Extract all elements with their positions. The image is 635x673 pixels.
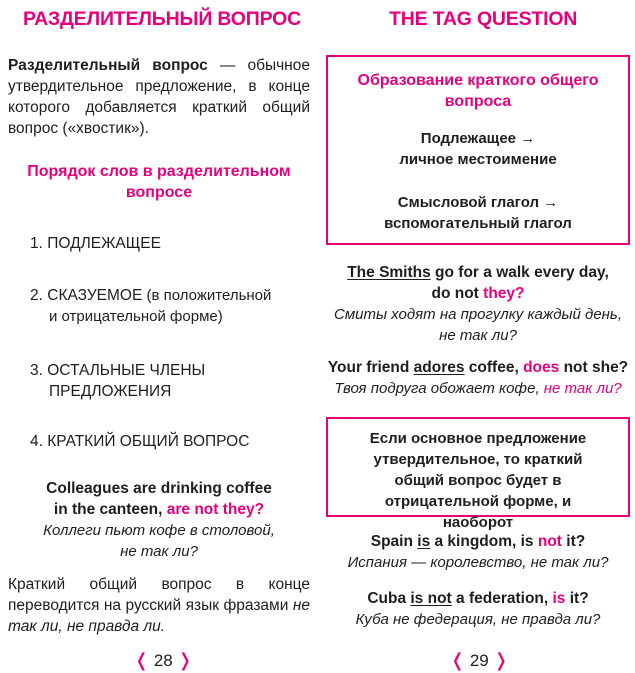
definition-text: — обычное утвердительное предложение, в конце которого добавляется краткий общий вопрос («хвостик»).	[8, 57, 310, 137]
example-cuba: Cuba is not a federation, is it? Куба не федерация, не правда ли?	[355, 590, 601, 628]
example-block: Colleagues are drinking coffee in the canteen, are not they? Коллеги пьют кофе в столовой, не так ли?	[8, 478, 310, 562]
list-item: 3. ОСТАЛЬНЫЕ ЧЛЕНЫ ПРЕДЛОЖЕНИЯ	[30, 362, 206, 400]
example-smiths: The Smiths go for a walk every day, do not they? Смиты ходят на прогулку каждый день, не так ли?	[334, 264, 622, 344]
tag-phrase: are not they?	[166, 501, 265, 518]
rule-box	[326, 55, 630, 245]
page-number-right: ❬ 29 ❭	[450, 650, 509, 670]
example-translation: Коллеги пьют кофе в столовой,	[43, 522, 275, 539]
list-item: 4. КРАТКИЙ ОБЩИЙ ВОПРОС	[30, 433, 250, 450]
rule-subject: Подлежащее → личное местоимение	[399, 130, 557, 168]
example-friend: Your friend adores coffee, does not she? Твоя подруга обожает кофе, не так ли?	[327, 359, 629, 397]
rule-box-title: Образование краткого общего вопроса	[357, 72, 599, 110]
definition-term: Разделительный вопрос	[8, 57, 208, 74]
left-heading: РАЗДЕЛИТЕЛЬНЫЙ ВОПРОС	[23, 8, 301, 30]
definition-paragraph	[8, 55, 310, 139]
chevron-left-icon: ❬	[450, 650, 466, 670]
right-heading: THE TAG QUESTION	[389, 8, 578, 30]
closing-paragraph: Краткий общий вопрос в конце переводится на русский язык фразами не так ли, не правда ли.	[8, 576, 310, 635]
example-spain: Spain is a kingdom, is not it? Испания — королевство, не так ли?	[347, 533, 609, 571]
example-sentence: Colleagues are drinking coffee	[46, 480, 272, 497]
list-item: 2. СКАЗУЕМОЕ (в положительной и отрицательной форме)	[30, 287, 272, 325]
word-order-title: Порядок слов в разделительном вопросе	[27, 163, 291, 201]
rule-verb: Смысловой глагол → вспомогательный глагол	[384, 194, 572, 232]
note-box	[326, 417, 630, 531]
list-item: 1. ПОДЛЕЖАЩЕЕ	[30, 235, 161, 252]
chevron-right-icon: ❭	[177, 650, 193, 670]
chevron-right-icon: ❭	[493, 650, 509, 670]
note-box-text: Если основное предложение утвердительное, то краткий общий вопрос будет в отрицательной форме, и наоборот	[369, 430, 587, 531]
chevron-left-icon: ❬	[134, 650, 150, 670]
page-number-left: ❬ 28 ❭	[134, 650, 193, 670]
